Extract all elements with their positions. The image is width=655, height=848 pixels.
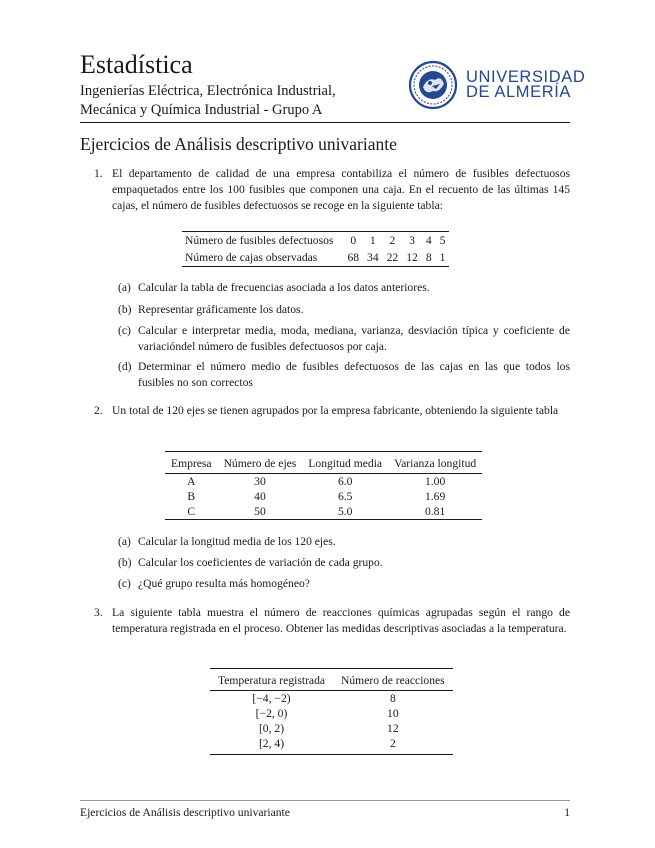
column-header: Varianza longitud [388, 452, 482, 474]
table-cell: 0.81 [424, 505, 446, 518]
table-row [210, 706, 453, 721]
table-cell: B [187, 490, 196, 503]
course-title: Estadística [80, 50, 193, 79]
table-cell: 0 [350, 234, 357, 247]
table-row [165, 489, 482, 504]
table-cell: 8 [389, 692, 396, 705]
table-cell: [−2, 0) [255, 707, 288, 720]
shafts-table [165, 451, 482, 520]
table-row [182, 232, 449, 250]
table-cell: 8 [425, 251, 432, 264]
table-row [165, 504, 482, 520]
item-text: ¿Qué grupo resulta más homogéneo? [138, 577, 310, 590]
table-cell: 22 [386, 251, 399, 264]
table-header-row [165, 452, 482, 474]
course-subtitle [80, 82, 400, 120]
exercise-text: La siguiente tabla muestra el número de reacciones químicas agrupadas según el rango de temperatura registrada en el proceso. Obtener las medidas descriptivas asociadas a la temperatura. [112, 606, 570, 635]
table-cell: [0, 2) [258, 722, 285, 735]
table-cell: C [187, 505, 196, 518]
table-cell: 4 [425, 234, 432, 247]
table-cell: 5 [439, 234, 446, 247]
table-cell: [−4, −2) [252, 692, 291, 705]
exercise-text: El departamento de calidad de una empresa contabiliza el número de fusibles defectuosos empaquetados entre los 100 fusibles que componen una caja. En el recuento de las últimas 145 cajas, el número de fusibles defectuosos se recoge en la siguiente tabla: [112, 167, 570, 212]
item-text: Determinar el número medio de fusibles defectuosos de las cajas en las que todos los fusibles no son correctos [138, 360, 570, 389]
list-item [118, 534, 570, 550]
column-header: Longitud media [302, 452, 388, 474]
exercise-number: 2. [94, 404, 103, 417]
item-text: Calcular e interpretar media, moda, mediana, varianza, desviación típica y coeficiente de variacióndel número de fusibles defectuosos por caja. [138, 324, 570, 353]
university-wordmark [466, 70, 585, 100]
exercise-number: 3. [94, 606, 103, 619]
table-cell: 5.0 [337, 505, 353, 518]
university-seal-icon [408, 60, 462, 110]
table-cell: 10 [387, 707, 399, 720]
table-cell: 34 [367, 251, 379, 264]
logo-line-2: DE ALMERÍA [466, 83, 572, 101]
exercise-1 [96, 166, 570, 214]
item-label: (a) [118, 281, 131, 294]
item-label: (c) [118, 324, 131, 337]
table-cell: 40 [254, 490, 266, 503]
table-cell: 68 [347, 251, 360, 264]
item-label: (c) [118, 577, 131, 590]
subtitle-line-1: Ingenierías Eléctrica, Electrónica Industrial, [80, 83, 336, 99]
table-cell: [2, 4) [258, 737, 285, 750]
row-header: Número de fusibles defectuosos [185, 234, 334, 247]
table-cell: 2 [389, 234, 396, 247]
table-cell: 1 [369, 234, 376, 247]
item-label: (a) [118, 535, 131, 548]
page-number: 1 [564, 806, 570, 819]
subtitle-line-2: Mecánica y Química Industrial - Grupo A [80, 102, 323, 118]
exercise-text: Un total de 120 ejes se tienen agrupados por la empresa fabricante, obteniendo la siguiente tabla [112, 404, 559, 417]
table-cell: 1 [439, 251, 446, 264]
exercise-3 [96, 605, 570, 637]
footer-divider [80, 800, 570, 801]
column-header: Número de ejes [218, 452, 303, 474]
header-divider [80, 122, 570, 123]
university-logo [408, 60, 586, 110]
list-item [118, 302, 570, 318]
item-text: Calcular la tabla de frecuencias asociada a los datos anteriores. [138, 281, 430, 294]
column-header: Empresa [165, 452, 218, 474]
table-row [182, 249, 449, 267]
table-row [210, 721, 453, 736]
item-text: Representar gráficamente los datos. [138, 303, 304, 316]
item-label: (d) [118, 360, 132, 373]
item-label: (b) [118, 556, 132, 569]
table-row [210, 691, 453, 707]
table-cell: 6.0 [337, 475, 353, 488]
table-cell: 6.5 [337, 490, 353, 503]
table-cell: 12 [406, 251, 418, 264]
list-item [118, 359, 570, 391]
exercise-number: 1. [94, 167, 103, 180]
list-item [118, 576, 570, 592]
table-cell: 2 [389, 737, 396, 750]
temperature-table [210, 668, 453, 755]
table-cell: A [187, 475, 196, 488]
table-cell: 12 [387, 722, 399, 735]
table-cell: 30 [254, 475, 266, 488]
logo-line-1: UNIVERSIDAD [466, 68, 586, 86]
table-header-row [210, 669, 453, 691]
item-label: (b) [118, 303, 132, 316]
table-cell: 3 [409, 234, 415, 247]
item-text: Calcular los coeficientes de variación de cada grupo. [138, 556, 383, 569]
list-item [118, 323, 570, 355]
table-cell: 50 [254, 505, 266, 518]
table-row [210, 736, 453, 755]
item-text: Calcular la longitud media de los 120 ejes. [138, 535, 336, 548]
section-title: Ejercicios de Análisis descriptivo univariante [80, 134, 397, 154]
table-cell: 1.69 [424, 490, 446, 503]
row-header: Número de cajas observadas [185, 251, 318, 264]
table-row [165, 474, 482, 490]
column-header: Número de reacciones [333, 669, 453, 691]
list-item [118, 555, 570, 571]
footer-title: Ejercicios de Análisis descriptivo univariante [80, 806, 290, 819]
defective-fuses-table [182, 231, 449, 267]
exercise-2 [96, 403, 570, 419]
table-cell: 1.00 [424, 475, 446, 488]
column-header: Temperatura registrada [210, 669, 333, 691]
list-item [118, 280, 570, 296]
